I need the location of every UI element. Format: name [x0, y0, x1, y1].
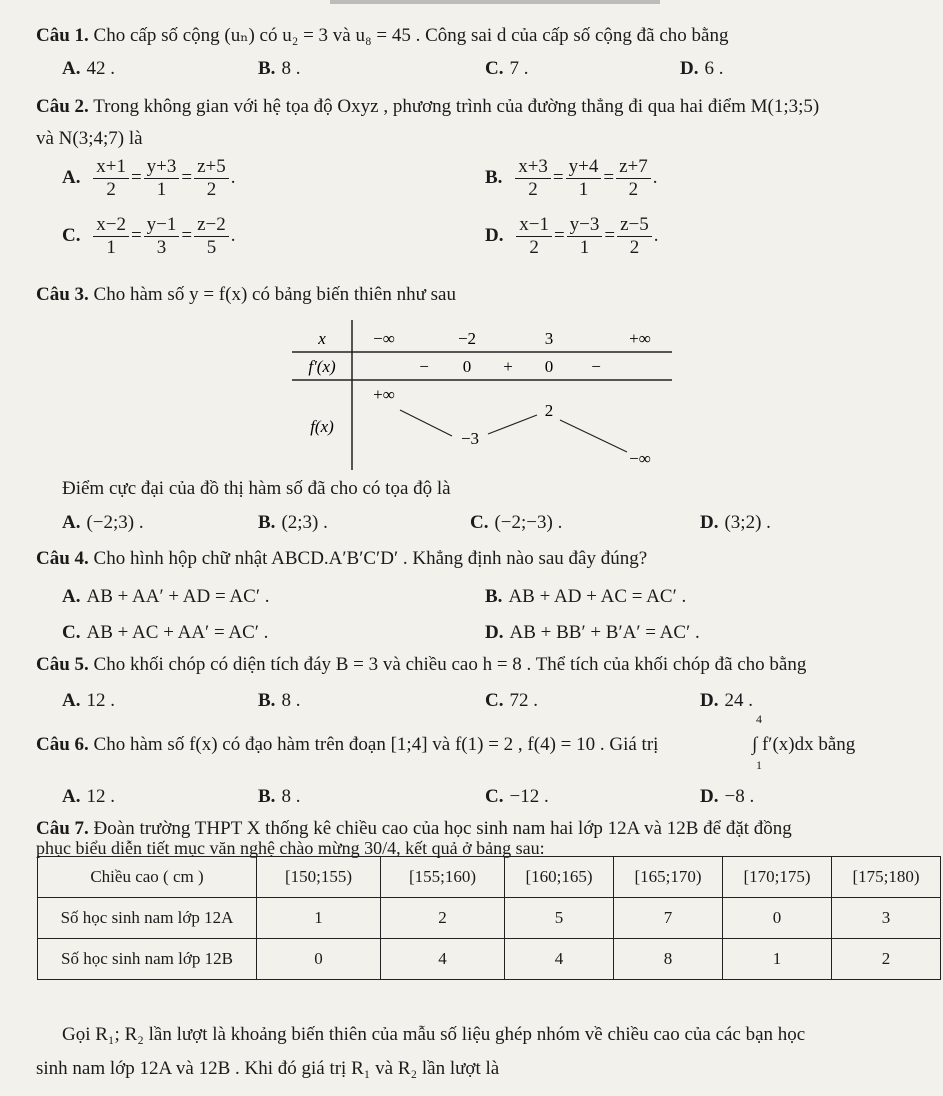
q2-stem-line2: và N(3;4;7) là [36, 128, 143, 149]
q4-stem [36, 548, 647, 570]
option-label: B. [258, 786, 276, 807]
denominator: 2 [206, 179, 217, 200]
q4-number: Câu 4. [36, 548, 89, 569]
q7-stem-line3: Gọi R₁; R₂ lần lượt là khoảng biến thiên của mẫu số liệu ghép nhóm về chiều cao của các bạn học [62, 1024, 806, 1045]
option-value: AB + AA′ + AD = AC′ . [86, 586, 270, 607]
fraction [516, 214, 552, 259]
option-value: (2;3) . [281, 512, 328, 533]
table-cell: 2 [381, 898, 505, 939]
q4-option-b[interactable] [485, 586, 686, 608]
option-label: D. [680, 58, 699, 79]
q6-integral [752, 734, 855, 756]
option-label: B. [485, 586, 503, 607]
table-cell: 0 [723, 898, 832, 939]
q7-stem-line2: phục biểu diễn tiết mục văn nghệ chào mừng 30/4, kết quả ở bảng sau: [36, 838, 545, 858]
numerator: z+7 [616, 156, 651, 179]
table-cell: 5 [505, 898, 614, 939]
numerator: x−1 [516, 214, 552, 237]
fraction [194, 214, 229, 259]
q6-option-c[interactable] [485, 786, 549, 808]
x-value: +∞ [629, 329, 651, 348]
table-cell: 3 [832, 898, 941, 939]
q6-option-d[interactable] [700, 786, 754, 808]
q5-number: Câu 5. [36, 654, 89, 675]
fraction [144, 214, 180, 259]
table-cell: [165;170) [614, 857, 723, 898]
row-label-f: f(x) [310, 417, 334, 436]
table-cell: Số học sinh nam lớp 12B [38, 939, 257, 980]
option-label: D. [700, 512, 719, 533]
option-value: −12 . [509, 786, 549, 807]
option-label: C. [485, 786, 504, 807]
q3-text: Cho hàm số y = f(x) có bảng biến thiên như sau [93, 284, 456, 305]
table-header-row [38, 857, 941, 898]
denominator: 2 [628, 179, 639, 200]
option-label: A. [62, 786, 81, 807]
f-value: +∞ [373, 385, 395, 404]
denominator: 2 [629, 237, 640, 258]
table-row [38, 898, 941, 939]
q5-stem [36, 654, 806, 676]
fraction [194, 156, 229, 201]
numerator: x+3 [515, 156, 551, 179]
option-label: D. [700, 786, 719, 807]
denominator: 1 [578, 179, 589, 200]
f-value: −∞ [629, 449, 651, 468]
q4-option-d[interactable] [485, 622, 700, 644]
fraction [616, 156, 651, 201]
numerator: z−5 [617, 214, 652, 237]
q5-option-d[interactable] [700, 690, 753, 712]
option-label: D. [485, 622, 504, 643]
sign: − [591, 357, 601, 376]
option-value: 72 . [509, 690, 538, 711]
sign: − [419, 357, 429, 376]
q6-option-a[interactable] [62, 786, 115, 808]
q1-text: Cho cấp số cộng (uₙ) có u₂ = 3 và u₈ = 45 . Công sai d của cấp số cộng đã cho bằng [93, 25, 729, 46]
fraction [617, 214, 652, 259]
q5-option-c[interactable] [485, 690, 538, 712]
q1-option-b[interactable] [258, 58, 300, 80]
q2-stem [36, 96, 819, 118]
option-value: AB + AC + AA′ = AC′ . [86, 622, 269, 643]
x-value: 3 [544, 329, 554, 348]
option-label: C. [485, 58, 504, 79]
option-label: C. [62, 622, 81, 643]
option-label: A. [62, 166, 81, 188]
option-label: C. [485, 690, 504, 711]
cropped-header-strip [330, 0, 660, 4]
q3-stem [36, 284, 456, 306]
option-value: 8 . [281, 58, 301, 79]
numerator: x+1 [93, 156, 129, 179]
denominator: 2 [529, 237, 539, 258]
height-frequency-table [37, 856, 941, 980]
sign: 0 [462, 357, 472, 376]
table-cell: Số học sinh nam lớp 12A [38, 898, 257, 939]
option-label: B. [258, 690, 276, 711]
option-value: (−2;3) . [86, 512, 144, 533]
denominator: 5 [206, 237, 217, 258]
q2-option-c[interactable]: C. $\frac{x-2}{1}$ = $\frac{y-1}{3}$ = $\frac{z-2}{5}$ . [62, 214, 236, 258]
option-value: 12 . [86, 786, 115, 807]
fraction [567, 214, 603, 259]
denominator: 1 [106, 237, 116, 258]
q2-number: Câu 2. [36, 96, 89, 117]
option-value: (3;2) . [724, 512, 771, 533]
q6-text: Cho hàm số f(x) có đạo hàm trên đoạn [1;4] và f(1) = 2 , f(4) = 10 . Giá trị [93, 734, 659, 755]
increase-arrow [488, 415, 537, 434]
table-cell: 0 [257, 939, 381, 980]
row-label-x: x [318, 329, 326, 348]
q2-option-a[interactable]: A. $\frac{x+1}{2}$ = $\frac{y+3}{1}$ = $\frac{z+5}{2}$ . [62, 156, 236, 200]
sign: + [503, 357, 513, 376]
table-cell: 8 [614, 939, 723, 980]
option-value: 12 . [86, 690, 115, 711]
numerator: x−2 [93, 214, 129, 237]
q3-number: Câu 3. [36, 284, 89, 305]
option-label: D. [485, 224, 504, 246]
option-label: D. [700, 690, 719, 711]
option-value: 8 . [281, 786, 301, 807]
f-value: −3 [460, 429, 480, 448]
f-value: 2 [544, 401, 554, 420]
q3-stem-line2: Điểm cực đại của đồ thị hàm số đã cho có tọa độ là [62, 478, 451, 499]
option-label: A. [62, 690, 81, 711]
table-cell: 2 [832, 939, 941, 980]
q4-option-a[interactable] [62, 586, 269, 608]
option-label: B. [258, 512, 276, 533]
variation-table [292, 320, 672, 470]
fraction [93, 214, 129, 259]
option-value: (−2;−3) . [494, 512, 563, 533]
q1-option-a[interactable] [62, 58, 115, 80]
numerator: z+5 [194, 156, 229, 179]
q2-option-b[interactable]: B. $\frac{x+3}{2}$ = $\frac{y+4}{1}$ = $\frac{z+7}{2}$ . [485, 156, 658, 200]
option-value: AB + AD + AC = AC′ . [508, 586, 687, 607]
option-label: C. [470, 512, 489, 533]
denominator: 1 [156, 179, 167, 200]
row-label-fprime: f′(x) [308, 357, 336, 376]
fraction [515, 156, 551, 201]
q6-stem [36, 734, 658, 756]
table-cell: 7 [614, 898, 723, 939]
integral-expression: ∫ f′(x)dx bằng [752, 734, 856, 755]
option-label: A. [62, 58, 81, 79]
numerator: y−3 [567, 214, 603, 237]
q1-stem [36, 24, 728, 47]
decrease-arrow [400, 410, 452, 436]
numerator: y−1 [144, 214, 180, 237]
table-cell: [175;180) [832, 857, 941, 898]
q6-number: Câu 6. [36, 734, 89, 755]
option-label: B. [258, 58, 276, 79]
numerator: y+3 [144, 156, 180, 179]
numerator: y+4 [566, 156, 602, 179]
table-cell: 1 [257, 898, 381, 939]
option-label: C. [62, 224, 81, 246]
q2-option-d[interactable]: D. $\frac{x-1}{2}$ = $\frac{y-3}{1}$ = $\frac{z-5}{2}$ . [485, 214, 659, 258]
sign: 0 [544, 357, 554, 376]
q3-option-b[interactable] [258, 512, 328, 534]
q1-option-c[interactable] [485, 58, 528, 80]
q2-text: Trong không gian với hệ tọa độ Oxyz , phương trình của đường thẳng đi qua hai điểm M(1;3;5) [93, 96, 820, 117]
denominator: 1 [579, 237, 590, 258]
denominator: 2 [528, 179, 538, 200]
option-value: 42 . [86, 58, 115, 79]
option-value: 24 . [724, 690, 753, 711]
table-cell: [155;160) [381, 857, 505, 898]
integral-lower-bound: 1 [756, 758, 762, 772]
fraction [93, 156, 129, 201]
table-cell: [160;165) [505, 857, 614, 898]
q4-text: Cho hình hộp chữ nhật ABCD.A′B′C′D′ . Khẳng định nào sau đây đúng? [93, 548, 648, 569]
q3-option-a[interactable] [62, 512, 144, 534]
table-cell: 4 [505, 939, 614, 980]
table-cell: 4 [381, 939, 505, 980]
denominator: 3 [156, 237, 167, 258]
integral-upper-bound: 4 [756, 712, 762, 726]
q4-option-c[interactable] [62, 622, 268, 644]
option-label: A. [62, 512, 81, 533]
q1-number: Câu 1. [36, 25, 89, 46]
q7-stem-line4: sinh nam lớp 12A và 12B . Khi đó giá trị R₁ và R₂ lần lượt là [36, 1058, 500, 1079]
q5-option-a[interactable] [62, 690, 115, 712]
q5-option-b[interactable] [258, 690, 300, 712]
option-label: A. [62, 586, 81, 607]
q5-text: Cho khối chóp có diện tích đáy B = 3 và chiều cao h = 8 . Thể tích của khối chóp đã cho bằng [93, 654, 807, 675]
x-value: −2 [457, 329, 477, 348]
fraction [144, 156, 180, 201]
table-cell: [150;155) [257, 857, 381, 898]
table-cell: [170;175) [723, 857, 832, 898]
q7-number: Câu 7. [36, 818, 89, 839]
option-label: B. [485, 166, 503, 188]
q1-option-d[interactable] [680, 58, 723, 80]
q7-text: Đoàn trường THPT X thống kê chiều cao của học sinh nam hai lớp 12A và 12B để đặt đồng [93, 818, 792, 839]
fraction [566, 156, 602, 201]
q6-option-b[interactable] [258, 786, 300, 808]
option-value: 8 . [281, 690, 301, 711]
table-cell: 1 [723, 939, 832, 980]
option-value: −8 . [724, 786, 755, 807]
option-value: 7 . [509, 58, 529, 79]
x-value: −∞ [373, 329, 395, 348]
numerator: z−2 [194, 214, 229, 237]
decrease-arrow [560, 420, 627, 452]
table-cell: Chiều cao ( cm ) [38, 857, 257, 898]
denominator: 2 [106, 179, 116, 200]
option-value: AB + BB′ + B′A′ = AC′ . [509, 622, 700, 643]
option-value: 6 . [704, 58, 724, 79]
q3-option-c[interactable] [470, 512, 562, 534]
q7-stem [36, 818, 792, 840]
table-row [38, 939, 941, 980]
q3-option-d[interactable] [700, 512, 771, 534]
